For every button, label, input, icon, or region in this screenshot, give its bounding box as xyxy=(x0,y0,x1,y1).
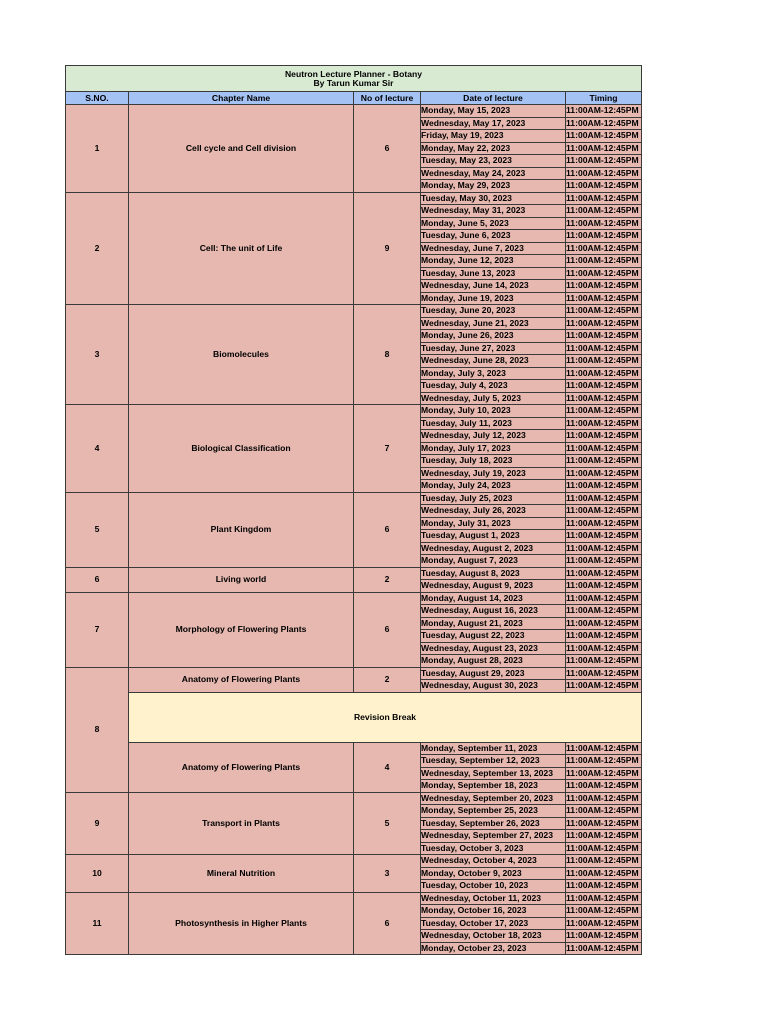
lecture-date: Wednesday, May 24, 2023 xyxy=(421,167,566,180)
lecture-date: Wednesday, August 23, 2023 xyxy=(421,642,566,655)
lecture-date: Wednesday, July 5, 2023 xyxy=(421,392,566,405)
lecture-date: Monday, September 18, 2023 xyxy=(421,780,566,793)
lecture-count: 8 xyxy=(354,305,421,405)
lecture-count: 6 xyxy=(354,892,421,955)
lecture-date: Tuesday, September 26, 2023 xyxy=(421,817,566,830)
chapter-sno: 4 xyxy=(66,405,129,493)
lecture-timing: 11:00AM-12:45PM xyxy=(566,567,642,580)
lecture-date: Tuesday, August 1, 2023 xyxy=(421,530,566,543)
lecture-date: Tuesday, July 18, 2023 xyxy=(421,455,566,468)
lecture-timing: 11:00AM-12:45PM xyxy=(566,480,642,493)
lecture-date: Monday, August 28, 2023 xyxy=(421,655,566,668)
lecture-date: Wednesday, October 4, 2023 xyxy=(421,855,566,868)
lecture-count: 4 xyxy=(354,742,421,792)
revision-break: Revision Break xyxy=(129,692,642,742)
lecture-timing: 11:00AM-12:45PM xyxy=(566,592,642,605)
lecture-timing: 11:00AM-12:45PM xyxy=(566,117,642,130)
revision-break-row xyxy=(66,692,642,742)
lecture-date: Monday, August 7, 2023 xyxy=(421,555,566,568)
lecture-date: Tuesday, September 12, 2023 xyxy=(421,755,566,768)
lecture-timing: 11:00AM-12:45PM xyxy=(566,367,642,380)
lecture-date: Wednesday, July 19, 2023 xyxy=(421,467,566,480)
lecture-timing: 11:00AM-12:45PM xyxy=(566,180,642,193)
lecture-timing: 11:00AM-12:45PM xyxy=(566,217,642,230)
chapter-sno: 11 xyxy=(66,892,129,955)
lecture-date: Monday, June 5, 2023 xyxy=(421,217,566,230)
lecture-timing: 11:00AM-12:45PM xyxy=(566,642,642,655)
lecture-row xyxy=(66,405,642,418)
header-timing: Timing xyxy=(566,92,642,105)
lecture-timing: 11:00AM-12:45PM xyxy=(566,617,642,630)
lecture-timing: 11:00AM-12:45PM xyxy=(566,255,642,268)
lecture-date: Tuesday, June 6, 2023 xyxy=(421,230,566,243)
lecture-date: Monday, June 12, 2023 xyxy=(421,255,566,268)
lecture-timing: 11:00AM-12:45PM xyxy=(566,142,642,155)
lecture-date: Tuesday, July 11, 2023 xyxy=(421,417,566,430)
lecture-count: 2 xyxy=(354,667,421,692)
lecture-timing: 11:00AM-12:45PM xyxy=(566,155,642,168)
lecture-timing: 11:00AM-12:45PM xyxy=(566,605,642,618)
lecture-timing: 11:00AM-12:45PM xyxy=(566,330,642,343)
lecture-date: Monday, October 16, 2023 xyxy=(421,905,566,918)
lecture-timing: 11:00AM-12:45PM xyxy=(566,892,642,905)
lecture-date: Monday, September 25, 2023 xyxy=(421,805,566,818)
lecture-timing: 11:00AM-12:45PM xyxy=(566,417,642,430)
lecture-date: Monday, August 14, 2023 xyxy=(421,592,566,605)
chapter-name: Mineral Nutrition xyxy=(129,855,354,893)
lecture-date: Monday, September 11, 2023 xyxy=(421,742,566,755)
lecture-row xyxy=(66,667,642,680)
lecture-timing: 11:00AM-12:45PM xyxy=(566,517,642,530)
lecture-timing: 11:00AM-12:45PM xyxy=(566,630,642,643)
lecture-date: Monday, May 15, 2023 xyxy=(421,105,566,118)
lecture-timing: 11:00AM-12:45PM xyxy=(566,505,642,518)
lecture-date: Wednesday, June 28, 2023 xyxy=(421,355,566,368)
lecture-timing: 11:00AM-12:45PM xyxy=(566,530,642,543)
lecture-date: Monday, August 21, 2023 xyxy=(421,617,566,630)
lecture-count: 6 xyxy=(354,105,421,193)
lecture-date: Wednesday, September 13, 2023 xyxy=(421,767,566,780)
lecture-date: Tuesday, October 10, 2023 xyxy=(421,880,566,893)
lecture-timing: 11:00AM-12:45PM xyxy=(566,442,642,455)
chapter-sno: 2 xyxy=(66,192,129,305)
lecture-date: Tuesday, August 29, 2023 xyxy=(421,667,566,680)
chapter-name: Anatomy of Flowering Plants xyxy=(129,667,354,692)
lecture-timing: 11:00AM-12:45PM xyxy=(566,855,642,868)
chapter-sno: 10 xyxy=(66,855,129,893)
chapter-name: Morphology of Flowering Plants xyxy=(129,592,354,667)
title-row xyxy=(66,66,642,92)
header-sno: S.NO. xyxy=(66,92,129,105)
lecture-row xyxy=(66,892,642,905)
lecture-timing: 11:00AM-12:45PM xyxy=(566,267,642,280)
lecture-timing: 11:00AM-12:45PM xyxy=(566,167,642,180)
lecture-timing: 11:00AM-12:45PM xyxy=(566,792,642,805)
lecture-timing: 11:00AM-12:45PM xyxy=(566,867,642,880)
lecture-date: Monday, July 3, 2023 xyxy=(421,367,566,380)
lecture-count: 5 xyxy=(354,792,421,855)
lecture-date: Wednesday, June 7, 2023 xyxy=(421,242,566,255)
chapter-sno: 1 xyxy=(66,105,129,193)
lecture-timing: 11:00AM-12:45PM xyxy=(566,680,642,693)
lecture-date: Tuesday, August 22, 2023 xyxy=(421,630,566,643)
lecture-timing: 11:00AM-12:45PM xyxy=(566,355,642,368)
lecture-row xyxy=(66,192,642,205)
lecture-timing: 11:00AM-12:45PM xyxy=(566,905,642,918)
chapter-sno: 8 xyxy=(66,667,129,792)
lecture-row xyxy=(66,742,642,755)
header-date: Date of lecture xyxy=(421,92,566,105)
lecture-date: Wednesday, August 16, 2023 xyxy=(421,605,566,618)
lecture-timing: 11:00AM-12:45PM xyxy=(566,842,642,855)
lecture-date: Wednesday, October 18, 2023 xyxy=(421,930,566,943)
lecture-count: 3 xyxy=(354,855,421,893)
lecture-timing: 11:00AM-12:45PM xyxy=(566,655,642,668)
chapter-sno: 3 xyxy=(66,305,129,405)
lecture-date: Monday, July 24, 2023 xyxy=(421,480,566,493)
lecture-date: Tuesday, June 27, 2023 xyxy=(421,342,566,355)
lecture-timing: 11:00AM-12:45PM xyxy=(566,105,642,118)
lecture-date: Monday, June 26, 2023 xyxy=(421,330,566,343)
chapter-sno: 7 xyxy=(66,592,129,667)
lecture-date: Monday, October 23, 2023 xyxy=(421,942,566,955)
lecture-timing: 11:00AM-12:45PM xyxy=(566,555,642,568)
lecture-timing: 11:00AM-12:45PM xyxy=(566,380,642,393)
planner-subtitle: By Tarun Kumar Sir xyxy=(313,77,394,88)
chapter-name: Biological Classification xyxy=(129,405,354,493)
header-count: No of lecture xyxy=(354,92,421,105)
lecture-date: Wednesday, August 9, 2023 xyxy=(421,580,566,593)
lecture-timing: 11:00AM-12:45PM xyxy=(566,230,642,243)
lecture-count: 9 xyxy=(354,192,421,305)
lecture-row xyxy=(66,305,642,318)
chapter-name: Biomolecules xyxy=(129,305,354,405)
lecture-timing: 11:00AM-12:45PM xyxy=(566,880,642,893)
lecture-timing: 11:00AM-12:45PM xyxy=(566,917,642,930)
lecture-date: Tuesday, May 30, 2023 xyxy=(421,192,566,205)
lecture-date: Tuesday, October 3, 2023 xyxy=(421,842,566,855)
lecture-date: Monday, July 10, 2023 xyxy=(421,405,566,418)
chapter-name: Plant Kingdom xyxy=(129,492,354,567)
lecture-date: Tuesday, July 25, 2023 xyxy=(421,492,566,505)
lecture-timing: 11:00AM-12:45PM xyxy=(566,305,642,318)
lecture-timing: 11:00AM-12:45PM xyxy=(566,580,642,593)
header-chapter: Chapter Name xyxy=(129,92,354,105)
lecture-row xyxy=(66,105,642,118)
lecture-date: Tuesday, May 23, 2023 xyxy=(421,155,566,168)
header-row xyxy=(66,92,642,105)
lecture-timing: 11:00AM-12:45PM xyxy=(566,455,642,468)
lecture-date: Tuesday, June 20, 2023 xyxy=(421,305,566,318)
lecture-date: Tuesday, October 17, 2023 xyxy=(421,917,566,930)
lecture-date: Tuesday, June 13, 2023 xyxy=(421,267,566,280)
chapter-name: Living world xyxy=(129,567,354,592)
lecture-row xyxy=(66,792,642,805)
lecture-date: Tuesday, August 8, 2023 xyxy=(421,567,566,580)
lecture-row xyxy=(66,592,642,605)
lecture-timing: 11:00AM-12:45PM xyxy=(566,767,642,780)
chapter-name: Cell: The unit of Life xyxy=(129,192,354,305)
lecture-row xyxy=(66,492,642,505)
lecture-count: 6 xyxy=(354,492,421,567)
lecture-count: 2 xyxy=(354,567,421,592)
lecture-timing: 11:00AM-12:45PM xyxy=(566,667,642,680)
lecture-count: 6 xyxy=(354,592,421,667)
lecture-date: Wednesday, July 12, 2023 xyxy=(421,430,566,443)
lecture-row xyxy=(66,567,642,580)
lecture-date: Wednesday, June 14, 2023 xyxy=(421,280,566,293)
lecture-timing: 11:00AM-12:45PM xyxy=(566,830,642,843)
lecture-date: Monday, May 29, 2023 xyxy=(421,180,566,193)
lecture-timing: 11:00AM-12:45PM xyxy=(566,755,642,768)
lecture-timing: 11:00AM-12:45PM xyxy=(566,280,642,293)
lecture-timing: 11:00AM-12:45PM xyxy=(566,242,642,255)
lecture-timing: 11:00AM-12:45PM xyxy=(566,205,642,218)
lecture-count: 7 xyxy=(354,405,421,493)
lecture-date: Wednesday, October 11, 2023 xyxy=(421,892,566,905)
lecture-date: Wednesday, June 21, 2023 xyxy=(421,317,566,330)
lecture-date: Wednesday, May 17, 2023 xyxy=(421,117,566,130)
lecture-timing: 11:00AM-12:45PM xyxy=(566,542,642,555)
lecture-planner-table xyxy=(65,65,642,955)
lecture-timing: 11:00AM-12:45PM xyxy=(566,430,642,443)
lecture-date: Wednesday, September 20, 2023 xyxy=(421,792,566,805)
lecture-timing: 11:00AM-12:45PM xyxy=(566,930,642,943)
planner-title-cell xyxy=(66,66,642,92)
lecture-timing: 11:00AM-12:45PM xyxy=(566,780,642,793)
lecture-date: Monday, May 22, 2023 xyxy=(421,142,566,155)
planner-title: Neutron Lecture Planner - Botany xyxy=(284,68,423,79)
lecture-date: Wednesday, July 26, 2023 xyxy=(421,505,566,518)
lecture-timing: 11:00AM-12:45PM xyxy=(566,942,642,955)
lecture-timing: 11:00AM-12:45PM xyxy=(566,130,642,143)
lecture-timing: 11:00AM-12:45PM xyxy=(566,805,642,818)
chapter-sno: 5 xyxy=(66,492,129,567)
lecture-date: Monday, July 17, 2023 xyxy=(421,442,566,455)
chapter-name: Anatomy of Flowering Plants xyxy=(129,742,354,792)
lecture-timing: 11:00AM-12:45PM xyxy=(566,392,642,405)
lecture-date: Wednesday, September 27, 2023 xyxy=(421,830,566,843)
lecture-timing: 11:00AM-12:45PM xyxy=(566,492,642,505)
lecture-timing: 11:00AM-12:45PM xyxy=(566,317,642,330)
lecture-date: Monday, October 9, 2023 xyxy=(421,867,566,880)
lecture-row xyxy=(66,855,642,868)
chapter-name: Photosynthesis in Higher Plants xyxy=(129,892,354,955)
lecture-date: Friday, May 19, 2023 xyxy=(421,130,566,143)
chapter-name: Cell cycle and Cell division xyxy=(129,105,354,193)
chapter-sno: 6 xyxy=(66,567,129,592)
chapter-sno: 9 xyxy=(66,792,129,855)
lecture-timing: 11:00AM-12:45PM xyxy=(566,192,642,205)
lecture-timing: 11:00AM-12:45PM xyxy=(566,342,642,355)
lecture-timing: 11:00AM-12:45PM xyxy=(566,405,642,418)
lecture-timing: 11:00AM-12:45PM xyxy=(566,467,642,480)
lecture-date: Monday, June 19, 2023 xyxy=(421,292,566,305)
lecture-timing: 11:00AM-12:45PM xyxy=(566,742,642,755)
lecture-date: Tuesday, July 4, 2023 xyxy=(421,380,566,393)
lecture-date: Wednesday, May 31, 2023 xyxy=(421,205,566,218)
lecture-date: Monday, July 31, 2023 xyxy=(421,517,566,530)
lecture-timing: 11:00AM-12:45PM xyxy=(566,817,642,830)
chapter-name: Transport in Plants xyxy=(129,792,354,855)
lecture-date: Wednesday, August 30, 2023 xyxy=(421,680,566,693)
lecture-timing: 11:00AM-12:45PM xyxy=(566,292,642,305)
lecture-date: Wednesday, August 2, 2023 xyxy=(421,542,566,555)
